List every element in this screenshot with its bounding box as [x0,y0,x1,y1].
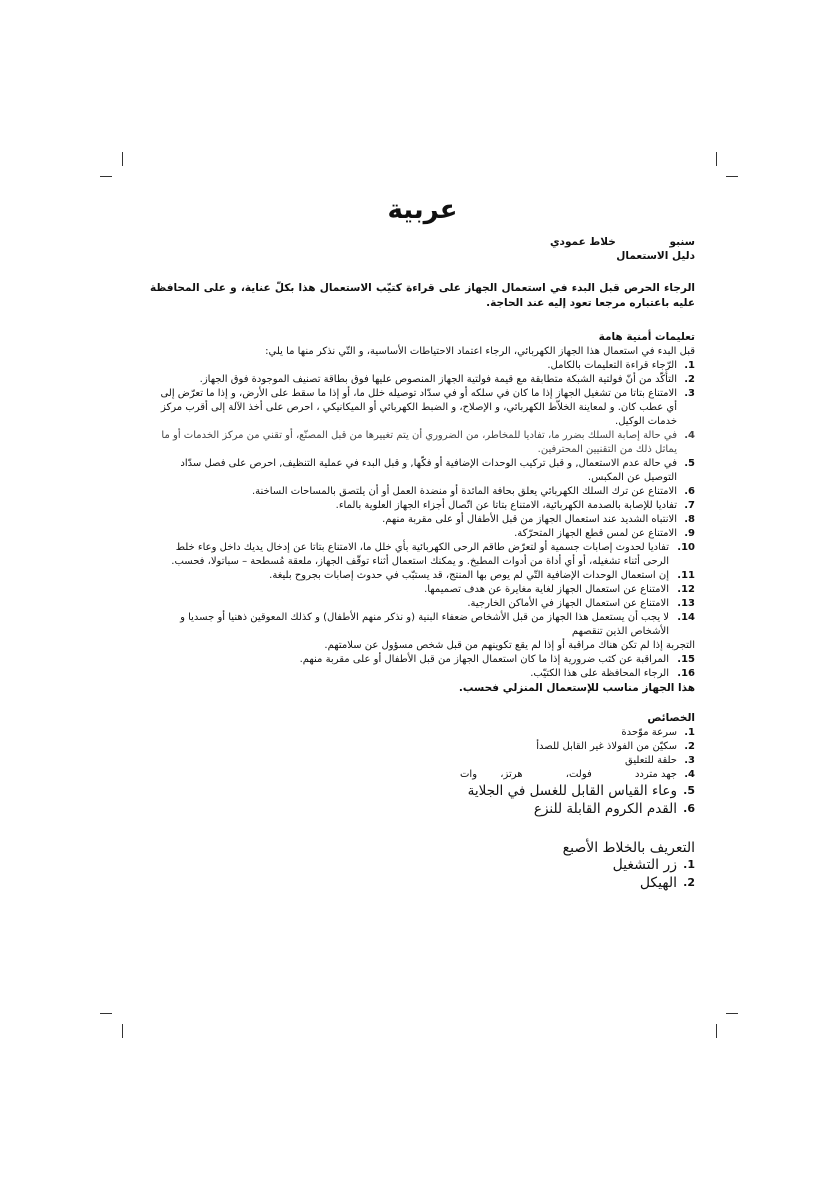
definition-section [150,840,695,892]
list-item: 14. لا يجب أن يستعمل هذا الجهاز من قبل الأشخاص ضعفاء البنية (و نذكر منهم الأطفال) و كذلك المعوقين ذهنيا أو جسديا و الأشخاص الذين تنقصهم [180,612,695,637]
page-title: عربية [387,195,458,225]
intro-paragraph: الرجاء الحرص قبل البدء في استعمال الجهاز على قراءة كتيّب الاستعمال هذا بكلّ عناية، و على المحافظة عليه باعتباره مرجعا تعود إليه عند الحاجة. [150,282,695,309]
list-item: 2. الهيكل [639,875,695,891]
crop-mark [726,176,738,177]
list-item: 12. الامتناع عن استعمال الجهاز لغاية مغايرة عن هدف تصميمها. [424,584,695,595]
features-heading: الخصائص [647,712,695,724]
crop-mark [100,1013,112,1014]
list-item: 7. تفاديا للإصابة بالصدمة الكهربائية، الامتناع بتاتا عن اتّصال أجزاء الجهاز العلوية بالماء. [335,500,695,511]
power-volt: فولت، [565,769,592,780]
list-item: 1. الرّجاء قراءة التعليمات بالكامل. [547,360,695,371]
crop-mark [122,1024,123,1038]
list-item: 8. الانتباه الشديد عند استعمال الجهاز من قبل الأطفال أو على مقربة منهم. [382,514,695,525]
features-list [150,726,695,818]
manual-label: دليل الاستعمال [616,250,695,262]
list-item: 5. وعاء القياس القابل للغسل في الجلاية [467,783,695,799]
household-note: هذا الجهاز مناسب للإستعمال المنزلي فحسب. [458,682,695,694]
safety-heading: تعليمات أمنية هامة [598,331,695,343]
list-item: 4. جهد متردد فولت، هرتز، وات [460,769,695,780]
safety-list [150,359,695,639]
crop-mark [716,152,717,166]
list-item: 3. حلقة للتعليق [625,755,695,766]
power-watt: وات [460,769,478,780]
list-item: 11. إن استعمال الوحدات الإضافية التّي لم يوص بها المنتج، قد يستبّب في حدوث إصابات بجروح بليغة. [269,570,695,581]
definition-list [150,856,695,892]
list-item: 2. سكيّن من الفولاذ غير القابل للصدأ [536,741,695,752]
product-name: خلاط عمودي [549,236,616,248]
list-item: 13. الامتناع عن استعمال الجهاز في الأماكن الخارجية. [467,598,695,609]
list-item: 2. التأكّد من أنّ فولتية الشبكة متطابقة مع قيمة فولتية الجهاز المنصوص عليها فوق بطاقة تصنيف الموجودة فوق الجهاز. [199,374,695,385]
list-item: 6. القدم الكروم القابلة للنزع [533,801,695,817]
definition-heading: التعريف بالخلاط الأصبع [562,840,695,856]
product-meta [150,235,695,249]
list-item: 3. الامتناع بتاتا من تشغيل الجهاز إذا ما كان في سلكه أو في سدّاد توصيله خلل ما، أو إذا ما سقط على الأرض، و إذا ما تعرّض إلى أي عطب كان. و لمعاينة الخلاّط الكهربائي، و الإصلاح، و الضبط الكهربائي أو الميكانيكي ، احرص على أخذ الآلة إلى أقرب مركز خدمات الوكيل. [160,388,695,427]
list-item: 6. الامتناع عن ترك السلك الكهربائي يعلق بحافة المائدة أو منضدة العمل أو أن يلتصق بالمساحات الساخنة. [251,486,695,497]
crop-mark [716,1024,717,1038]
list-item: 16. الرجاء المحافظة على هذا الكتيّب. [530,668,695,679]
list-item: 1. زر التشغيل [612,857,695,873]
list-item: 9. الامتناع عن لمس قطع الجهاز المتحرّكة. [514,528,695,539]
power-label: جهد متردد [634,769,677,780]
brand-name: سنبو [669,236,695,248]
list-item: 1. سرعة موّحدة [621,727,695,738]
list-item: 15. المراقبة عن كثب ضرورية إذا ما كان استعمال الجهاز من قبل الأطفال أو على مقربة منهم. [299,654,695,665]
crop-mark [100,176,112,177]
safety-continuation: التجربة إذا لم تكن هناك مراقبة أو إذا لم يقع تكوينهم من قبل شخص مسؤول عن سلامتهم. [324,640,695,651]
list-item: 10. تفاديا لحدوث إصابات جسمية أو لتعرّض طاقم الرحى الكهربائية بأي خلل ما، الامتناع بتاتا عن إدخال يديك داخل وعاء خلط الرحى أثناء تشغيله، أو أي أداة من أدوات المطبخ. و يمكنك استعمال أثناء توقّف الجهاز، ملعقة مُسطحة – سباتولا، فحسب. [171,542,695,567]
safety-list-tail [150,653,695,681]
crop-mark [726,1013,738,1014]
safety-lead: قبل البدء في استعمال هذا الجهاز الكهربائي، الرجاء اعتماد الاحتياطات الأساسية، و التّي نذكر منها ما يلي: [265,346,695,357]
power-hertz: هرتز، [500,769,523,780]
list-item: 5. في حالة عدم الاستعمال, و قبل تركيب الوحدات الإضافية أو فكّها, و قبل البدء في عملية التنظيف, احرص على فصل سدّاد التوصيل عن المكبس. [180,458,695,483]
manual-page [150,195,695,892]
list-item: 4. في حالة إصابة السلك بضرر ما، تفاديا للمخاطر، من الضروري أن يتم تغييرها من قبل المصنّع، أو تقني من مركز الخدمات أو ما يماثل ذلك من التقنيين المحترفين. [161,430,695,455]
crop-mark [122,152,123,166]
